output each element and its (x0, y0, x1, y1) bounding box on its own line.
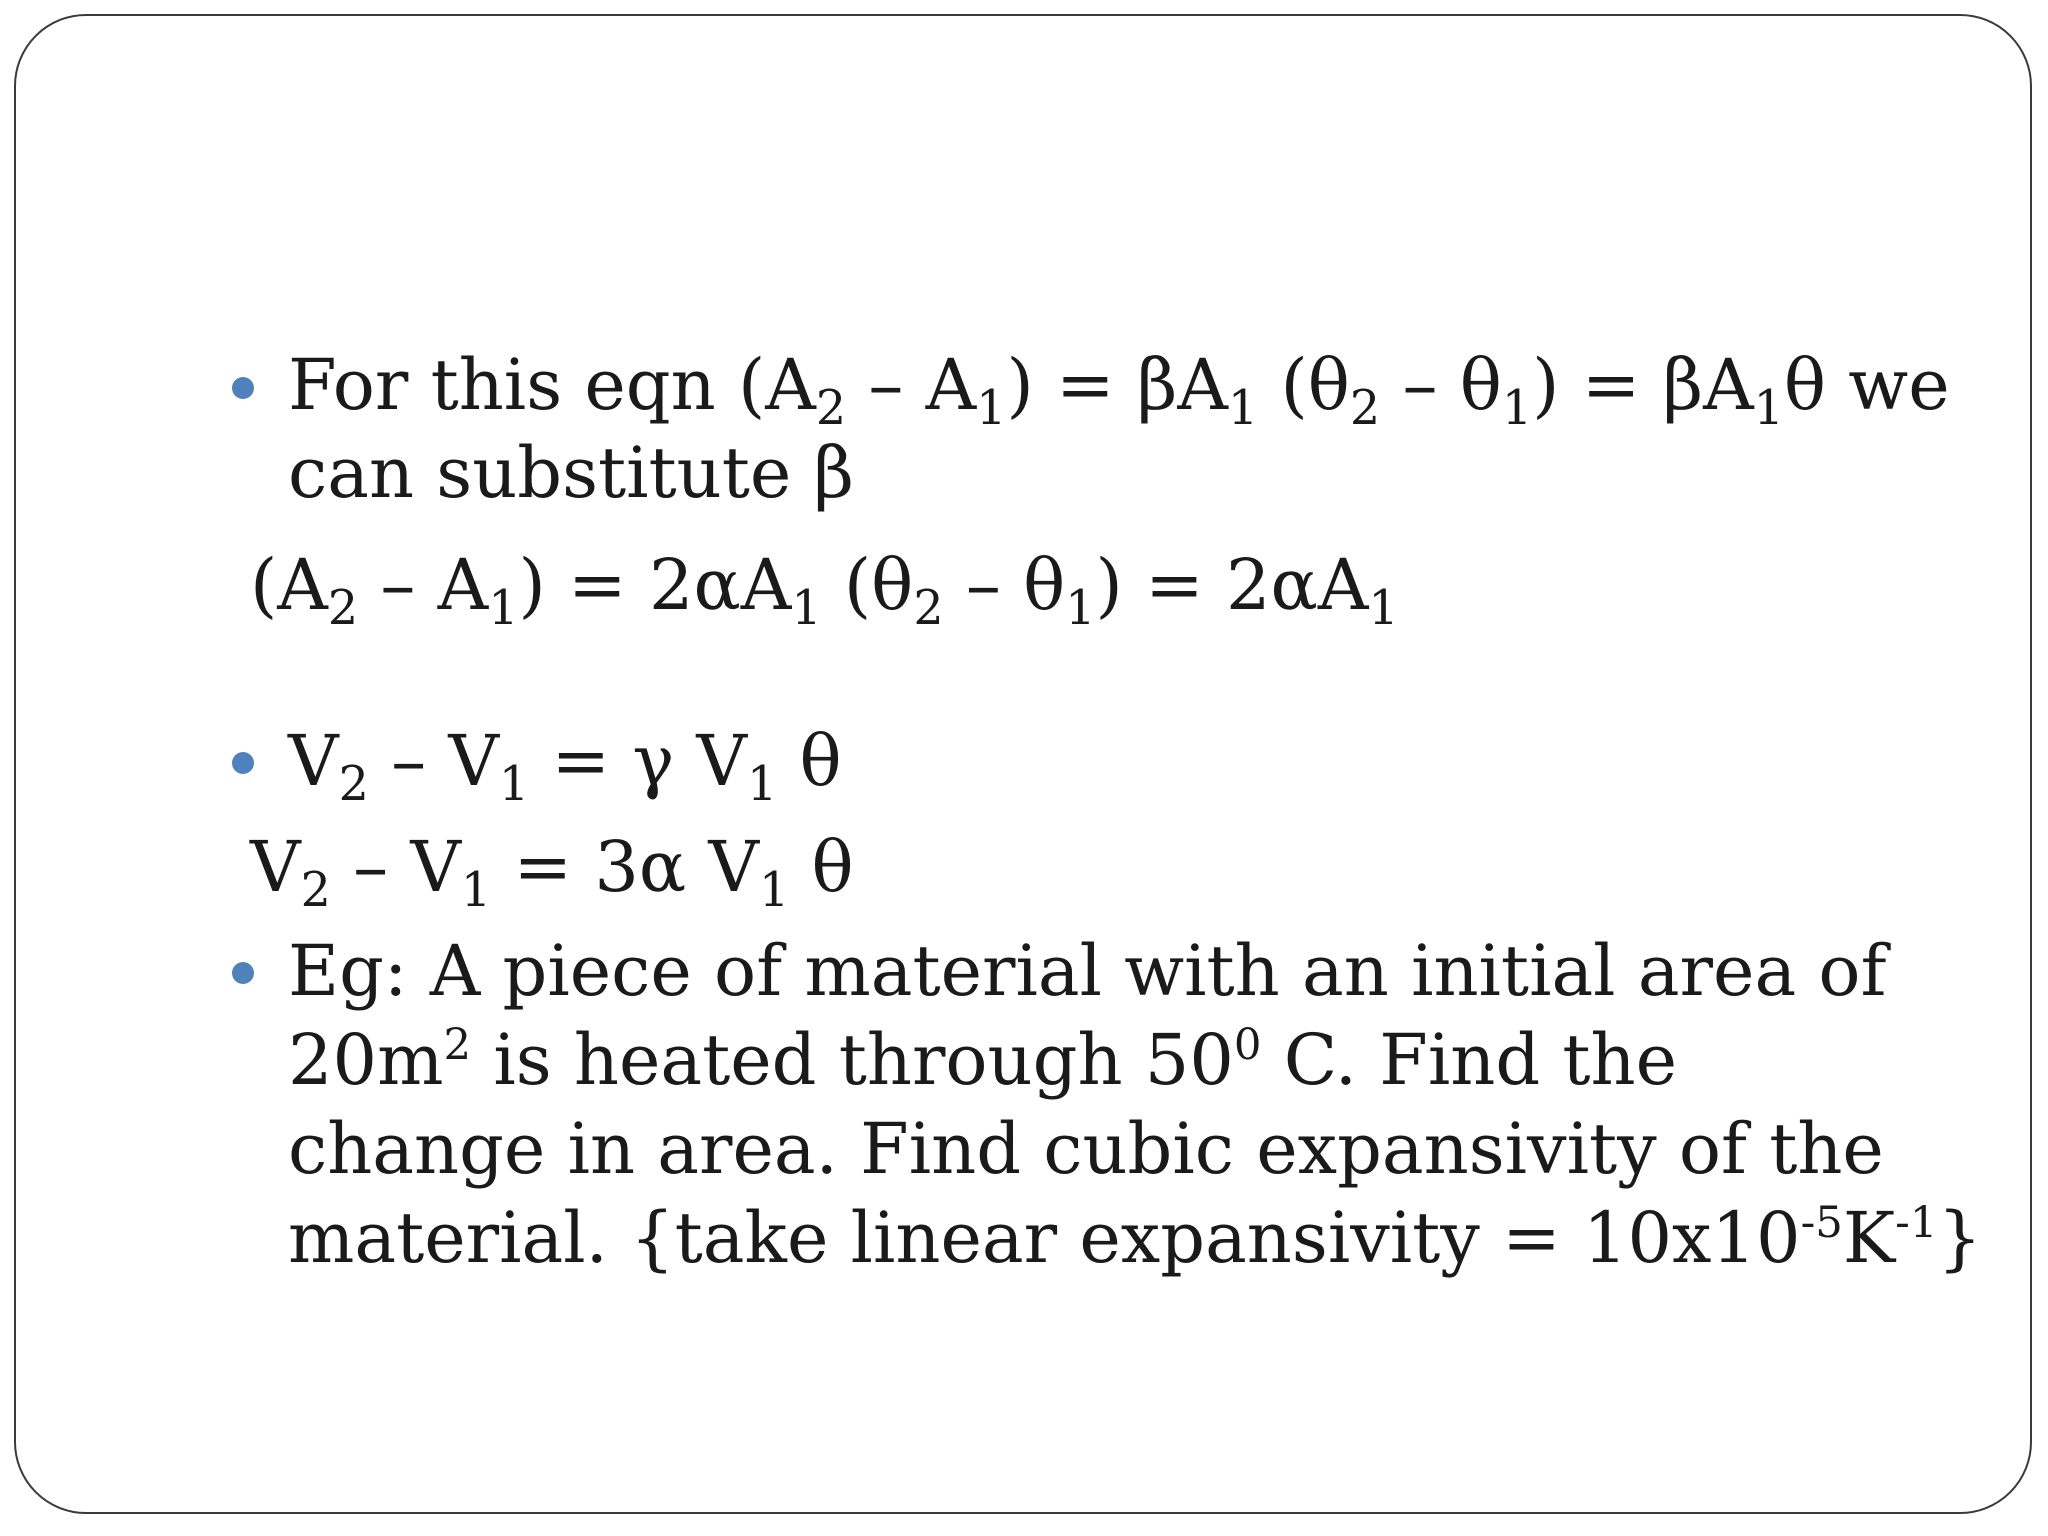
subscript: 1 (460, 863, 492, 919)
subscript: 1 (976, 381, 1007, 437)
subscript: 1 (1227, 381, 1259, 437)
bullet-marker-2 (232, 752, 254, 774)
text-run: ) = βA (1006, 344, 1228, 426)
text-run: – θ (943, 544, 1066, 626)
bullet-marker-3 (232, 962, 254, 984)
subscript: 1 (1065, 581, 1096, 637)
text-run: material. {take linear expansivity = 10x10 (288, 1197, 1801, 1279)
subscript: 1 (791, 581, 822, 637)
subscript: 2 (1349, 381, 1381, 437)
subscript: 2 (327, 581, 359, 637)
text-run: = 3α V (491, 826, 759, 908)
text-run: V (250, 826, 301, 908)
text-run: is heated through 50 (471, 1019, 1234, 1101)
bullet3-line4 (288, 1197, 1982, 1279)
text-run: 20m (288, 1019, 444, 1101)
text-run: ) = βA (1532, 344, 1754, 426)
text-run: ) = 2αA (1095, 544, 1369, 626)
text-run: ) = 2αA (518, 544, 792, 626)
subscript: 2 (338, 757, 369, 813)
subscript: 2 (815, 381, 847, 437)
bullet3-line2 (288, 1019, 1678, 1101)
text-run: K (1842, 1197, 1896, 1279)
equation-area-expansion (250, 544, 1399, 637)
text-run: (θ (1258, 344, 1350, 426)
subscript: 1 (1753, 381, 1784, 437)
subscript: 2 (300, 863, 331, 919)
subscript: 1 (498, 757, 530, 813)
subscript: 1 (758, 863, 790, 919)
text-run: θ (789, 826, 854, 908)
subscript: 1 (746, 757, 778, 813)
text-run: – θ (1380, 344, 1502, 426)
bullet3-line3: change in area. Find cubic expansivity of the (288, 1108, 1884, 1190)
text-run: θ we (1783, 344, 1950, 426)
subscript: 2 (913, 581, 944, 637)
bullet-marker-1 (232, 377, 254, 399)
text-run: – A (846, 344, 977, 426)
superscript: -1 (1895, 1197, 1938, 1248)
subscript: 1 (1501, 381, 1533, 437)
text-run: (θ (821, 544, 914, 626)
text-run: θ (777, 720, 842, 802)
bullet1-line1 (288, 344, 1950, 437)
bullet2-equation (288, 720, 842, 813)
text-run: C. Find the (1261, 1019, 1678, 1101)
bullet1-line2: can substitute β (288, 432, 855, 514)
text-run: V (288, 720, 339, 802)
text-run: = γ V (529, 720, 747, 802)
text-run: – V (330, 826, 461, 908)
text-run: For this eqn (A (288, 344, 816, 426)
subscript: 1 (1368, 581, 1399, 637)
text-run: } (1937, 1197, 1982, 1279)
text-run: – V (368, 720, 499, 802)
superscript: -5 (1800, 1197, 1843, 1248)
superscript: 0 (1233, 1019, 1262, 1070)
text-run: – A (358, 544, 489, 626)
superscript: 2 (443, 1019, 472, 1070)
text-run: (A (250, 544, 328, 626)
subscript: 1 (488, 581, 519, 637)
equation-volume-expansion (250, 826, 854, 919)
bullet3-line1: Eg: A piece of material with an initial area of (288, 930, 1887, 1012)
